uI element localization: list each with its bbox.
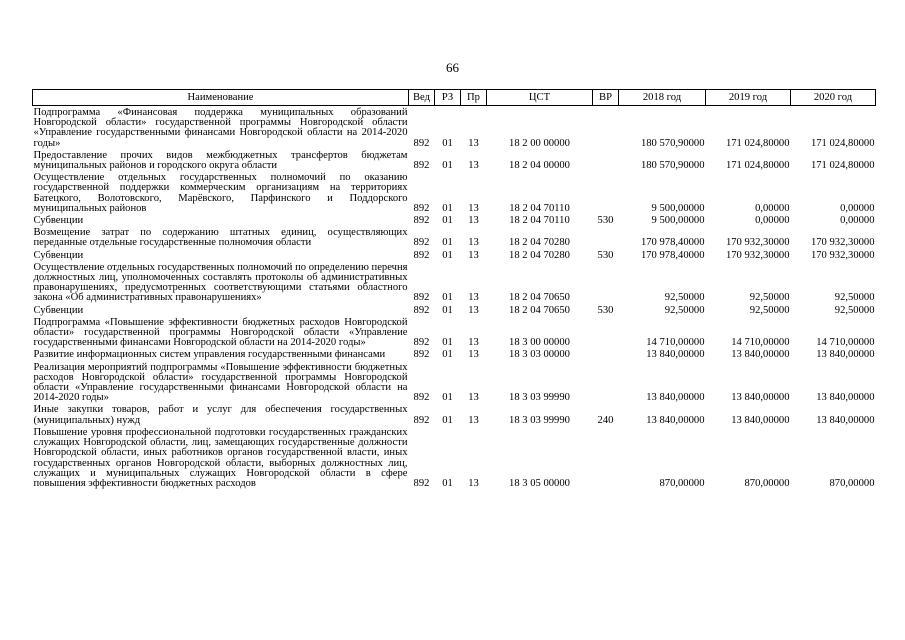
- cell-2019: 14 710,00000: [731, 337, 790, 349]
- cell-2018: 92,50000: [664, 304, 705, 316]
- table-row: [33, 361, 876, 404]
- cell-vr: [593, 226, 619, 248]
- column-header-2020: 2020 год: [791, 90, 876, 106]
- cell-vr: 240: [597, 414, 614, 426]
- table-row: [33, 261, 876, 304]
- cell-2018: 13 840,00000: [646, 392, 705, 404]
- cell-rz: 01: [442, 477, 453, 489]
- cell-pr: 13: [468, 392, 479, 404]
- column-header-name: Наименование: [33, 90, 409, 106]
- cell-2018: 170 978,40000: [640, 237, 705, 249]
- cell-cst: 18 3 03 00000: [509, 349, 570, 361]
- cell-2020: 170 932,30000: [810, 249, 875, 261]
- cell-2018: 870,00000: [659, 477, 705, 489]
- cell-name: Предоставление прочих видов межбюджетных трансфертов бюджетам муниципальных районов и городского округа области: [33, 149, 408, 172]
- column-header-pr: Пр: [461, 90, 487, 106]
- table-row: [33, 106, 876, 149]
- cell-2020: 13 840,00000: [816, 414, 875, 426]
- cell-2018: 180 570,90000: [640, 160, 705, 172]
- cell-pr: 13: [468, 237, 479, 249]
- cell-2018: 9 500,00000: [651, 215, 705, 227]
- cell-pr: 13: [468, 160, 479, 172]
- cell-cst: 18 3 03 99990: [509, 392, 570, 404]
- cell-name: Субвенции: [33, 304, 84, 316]
- budget-table: [32, 89, 876, 489]
- cell-rz: 01: [442, 349, 453, 361]
- cell-pr: 13: [468, 304, 479, 316]
- cell-rz: 01: [442, 137, 453, 149]
- cell-rz: 01: [442, 392, 453, 404]
- cell-cst: 18 2 04 70110: [509, 215, 570, 227]
- cell-2020: 0,00000: [840, 215, 875, 227]
- table-row: [33, 226, 876, 248]
- cell-name: Повышение уровня профессиональной подготовки государственных гражданских служащих Новгородской области, лиц, замещающих государственные должности Новгородской области, иных работников органов государственной власти, иных государственных органов Новгородской области, выборных должностных лиц, служащих и муниципальных служащих Новгородской области в сфере повышения эффективности бюджетных расходов: [33, 426, 408, 489]
- table-row: [33, 316, 876, 349]
- cell-cst: 18 2 04 70280: [509, 237, 570, 249]
- cell-2020: 0,00000: [840, 202, 875, 214]
- cell-2018: 14 710,00000: [646, 337, 705, 349]
- cell-cst: 18 2 00 00000: [509, 137, 570, 149]
- cell-2018: 180 570,90000: [640, 137, 705, 149]
- cell-2018: 92,50000: [664, 292, 705, 304]
- cell-ved: 892: [413, 392, 430, 404]
- column-header-ved: Вед: [409, 90, 435, 106]
- cell-vr: [593, 106, 619, 149]
- cell-cst: 18 3 03 99990: [509, 414, 570, 426]
- column-header-2019: 2019 год: [706, 90, 791, 106]
- cell-ved: 892: [413, 304, 430, 316]
- cell-vr: 530: [597, 249, 614, 261]
- cell-rz: 01: [442, 160, 453, 172]
- cell-vr: [593, 316, 619, 349]
- cell-rz: 01: [442, 304, 453, 316]
- cell-name: Осуществление отдельных государственных полномочий по определению перечня должностных лиц, уполномоченных составлять протоколы об административных правонарушениях, предусмотренных соответствующими статьями областного закона «Об административных правонарушениях»: [33, 261, 408, 304]
- cell-pr: 13: [468, 349, 479, 361]
- table-row: [33, 149, 876, 171]
- cell-2018: 13 840,00000: [646, 349, 705, 361]
- cell-2020: 13 840,00000: [816, 392, 875, 404]
- cell-2020: 870,00000: [829, 477, 875, 489]
- cell-vr: [593, 171, 619, 214]
- cell-pr: 13: [468, 337, 479, 349]
- cell-2019: 13 840,00000: [731, 414, 790, 426]
- cell-rz: 01: [442, 249, 453, 261]
- cell-ved: 892: [413, 215, 430, 227]
- cell-2019: 13 840,00000: [731, 392, 790, 404]
- cell-2019: 870,00000: [744, 477, 790, 489]
- cell-name: Возмещение затрат по содержанию штатных единиц, осуществляющих переданные отдельные государственные полномочия области: [33, 227, 408, 249]
- cell-vr: 530: [597, 304, 614, 316]
- column-header-rz: РЗ: [435, 90, 461, 106]
- table-body: [33, 106, 876, 490]
- table-row: [33, 171, 876, 214]
- cell-pr: 13: [468, 414, 479, 426]
- cell-vr: [593, 361, 619, 404]
- cell-rz: 01: [442, 202, 453, 214]
- cell-name: Иные закупки товаров, работ и услуг для обеспечения государственных (муниципальных) нужд: [33, 404, 408, 426]
- cell-rz: 01: [442, 292, 453, 304]
- cell-name: Подпрограмма «Повышение эффективности бюджетных расходов Новгородской области» государственной программы Новгородской области «Управление государственными финансами Новгородской области на 2014-2020 годы»: [33, 316, 408, 349]
- cell-2019: 13 840,00000: [731, 349, 790, 361]
- column-header-vr: ВР: [593, 90, 619, 106]
- cell-name: Реализация мероприятий подпрограммы «Повышение эффективности бюджетных расходов Новгородской области» государственной программы Новгородской области «Управление государственными финансами Новгородской области на 2014-2020 годы»: [33, 361, 408, 404]
- cell-2020: 170 932,30000: [810, 237, 875, 249]
- cell-2018: 170 978,40000: [640, 249, 705, 261]
- cell-ved: 892: [413, 337, 430, 349]
- cell-pr: 13: [468, 477, 479, 489]
- cell-ved: 892: [413, 237, 430, 249]
- cell-ved: 892: [413, 349, 430, 361]
- cell-pr: 13: [468, 215, 479, 227]
- cell-rz: 01: [442, 414, 453, 426]
- table-row: [33, 426, 876, 489]
- cell-rz: 01: [442, 337, 453, 349]
- cell-ved: 892: [413, 160, 430, 172]
- cell-cst: 18 2 04 70280: [509, 249, 570, 261]
- cell-ved: 892: [413, 137, 430, 149]
- cell-vr: [593, 149, 619, 171]
- cell-cst: 18 2 04 00000: [509, 160, 570, 172]
- cell-cst: 18 2 04 70110: [509, 202, 570, 214]
- cell-2020: 13 840,00000: [816, 349, 875, 361]
- cell-2020: 92,50000: [834, 292, 875, 304]
- cell-vr: 530: [597, 215, 614, 227]
- table-row: [33, 304, 876, 316]
- table-row: [33, 214, 876, 226]
- cell-cst: 18 3 00 00000: [509, 337, 570, 349]
- cell-name: Осуществление отдельных государственных полномочий по оказанию государственной поддержки коммерческим организациям на территориях Батецкого, Волотовского, Марёвского, Парфинского и Поддорского муниципальных районов: [33, 172, 408, 214]
- cell-2019: 0,00000: [755, 202, 790, 214]
- cell-2020: 92,50000: [834, 304, 875, 316]
- cell-cst: 18 2 04 70650: [509, 292, 570, 304]
- cell-2019: 171 024,80000: [725, 160, 790, 172]
- cell-cst: 18 3 05 00000: [509, 477, 570, 489]
- cell-name: Субвенции: [33, 215, 84, 227]
- page-number: 66: [446, 60, 459, 75]
- cell-rz: 01: [442, 215, 453, 227]
- cell-pr: 13: [468, 249, 479, 261]
- table-row: [33, 403, 876, 425]
- cell-2020: 14 710,00000: [816, 337, 875, 349]
- cell-2019: 171 024,80000: [725, 137, 790, 149]
- column-header-cst: ЦСТ: [487, 90, 593, 106]
- cell-2019: 92,50000: [749, 292, 790, 304]
- table-row: [33, 249, 876, 261]
- cell-name: Подпрограмма «Финансовая поддержка муниципальных образований Новгородской области» государственной программы Новгородской области «Управление государственными финансами Новгородской области на 2014-2020 годы»: [33, 107, 408, 149]
- table-header-row: [33, 90, 876, 106]
- cell-pr: 13: [468, 137, 479, 149]
- cell-vr: [593, 426, 619, 489]
- cell-name: Субвенции: [33, 249, 84, 261]
- cell-vr: [593, 261, 619, 304]
- cell-ved: 892: [413, 414, 430, 426]
- cell-2019: 0,00000: [755, 215, 790, 227]
- cell-pr: 13: [468, 202, 479, 214]
- cell-rz: 01: [442, 237, 453, 249]
- cell-ved: 892: [413, 292, 430, 304]
- cell-ved: 892: [413, 477, 430, 489]
- cell-2020: 171 024,80000: [810, 137, 875, 149]
- cell-2019: 170 932,30000: [725, 249, 790, 261]
- cell-ved: 892: [413, 249, 430, 261]
- cell-cst: 18 2 04 70650: [509, 304, 570, 316]
- cell-2018: 13 840,00000: [646, 414, 705, 426]
- cell-2019: 92,50000: [749, 304, 790, 316]
- cell-name: Развитие информационных систем управления государственными финансами: [33, 349, 386, 361]
- cell-2019: 170 932,30000: [725, 237, 790, 249]
- cell-2018: 9 500,00000: [651, 202, 705, 214]
- table-row: [33, 348, 876, 360]
- cell-vr: [593, 348, 619, 360]
- cell-2020: 171 024,80000: [810, 160, 875, 172]
- cell-pr: 13: [468, 292, 479, 304]
- cell-ved: 892: [413, 202, 430, 214]
- column-header-2018: 2018 год: [619, 90, 706, 106]
